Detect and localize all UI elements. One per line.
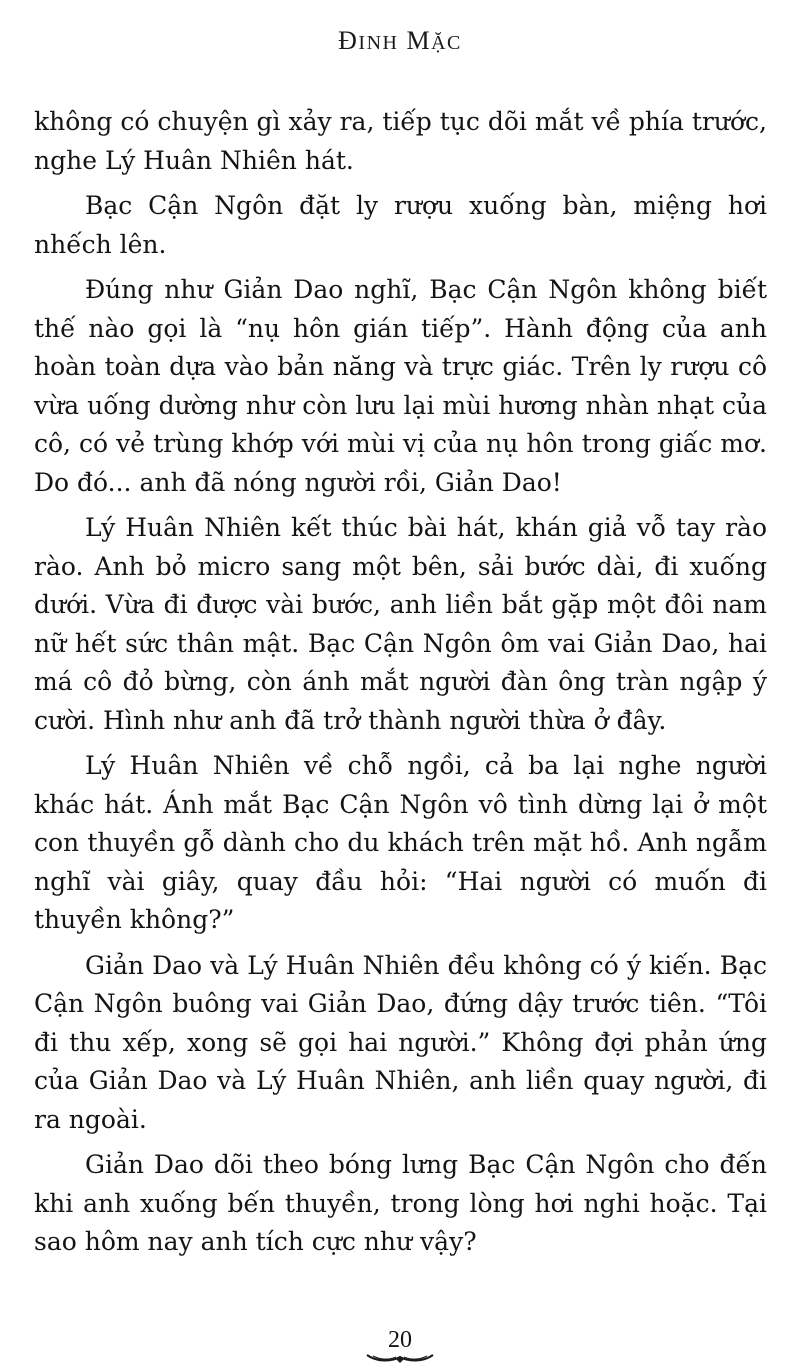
page-header xyxy=(0,26,800,56)
header-rest-1: INH xyxy=(358,32,399,54)
paragraph-4: Lý Huân Nhiên kết thúc bài hát, khán giả vỗ tay rào rào. Anh bỏ micro sang một bên, sải bước dài, đi xuống dưới. Vừa đi được vài bước, anh liền bắt gặp một đôi nam nữ hết sức thân mật. Bạc Cận Ngôn ôm vai Giản Dao, hai má cô đỏ bừng, còn ánh mắt người đàn ông tràn ngập ý cười. Hình như anh đã trở thành người thừa ở đây. xyxy=(34,513,767,735)
paragraph-7: Giản Dao dõi theo bóng lưng Bạc Cận Ngôn cho đến khi anh xuống bến thuyền, trong lòng hơi nghi hoặc. Tại sao hôm nay anh tích cực như vậy? xyxy=(34,1150,767,1256)
paragraph-1: không có chuyện gì xảy ra, tiếp tục dõi mắt về phía trước, nghe Lý Huân Nhiên hát. xyxy=(34,107,767,175)
page-body xyxy=(34,103,767,1269)
header-rest-2: ẶC xyxy=(431,32,462,54)
paragraph-3: Đúng như Giản Dao nghĩ, Bạc Cận Ngôn không biết thế nào gọi là “nụ hôn gián tiếp”. Hành động của anh hoàn toàn dựa vào bản năng và trực giác. Trên ly rượu cô vừa uống dường như còn lưu lại mùi hương nhàn nhạt của cô, có vẻ trùng khớp với mùi vị của nụ hôn trong giấc mơ. Do đó... anh đã nóng người rồi, Giản Dao! xyxy=(34,275,767,497)
paragraph-5: Lý Huân Nhiên về chỗ ngồi, cả ba lại nghe người khác hát. Ánh mắt Bạc Cận Ngôn vô tình dừng lại ở một con thuyền gỗ dành cho du khách trên mặt hồ. Anh ngẫm nghĩ vài giây, quay đầu hỏi: “Hai người có muốn đi thuyền không?” xyxy=(34,751,767,934)
paragraph-2: Bạc Cận Ngôn đặt ly rượu xuống bàn, miệng hơi nhếch lên. xyxy=(34,191,767,259)
page-footer xyxy=(0,1328,800,1364)
flourish-ornament-icon xyxy=(365,1352,435,1364)
header-initial-1: Đ xyxy=(338,26,359,55)
page-number: 20 xyxy=(388,1327,412,1353)
paragraph-6: Giản Dao và Lý Huân Nhiên đều không có ý kiến. Bạc Cận Ngôn buông vai Giản Dao, đứng dậy trước tiên. “Tôi đi thu xếp, xong sẽ gọi hai người.” Không đợi phản ứng của Giản Dao và Lý Huân Nhiên, anh liền quay người, đi ra ngoài. xyxy=(34,950,767,1134)
header-initial-2: M xyxy=(406,26,432,55)
